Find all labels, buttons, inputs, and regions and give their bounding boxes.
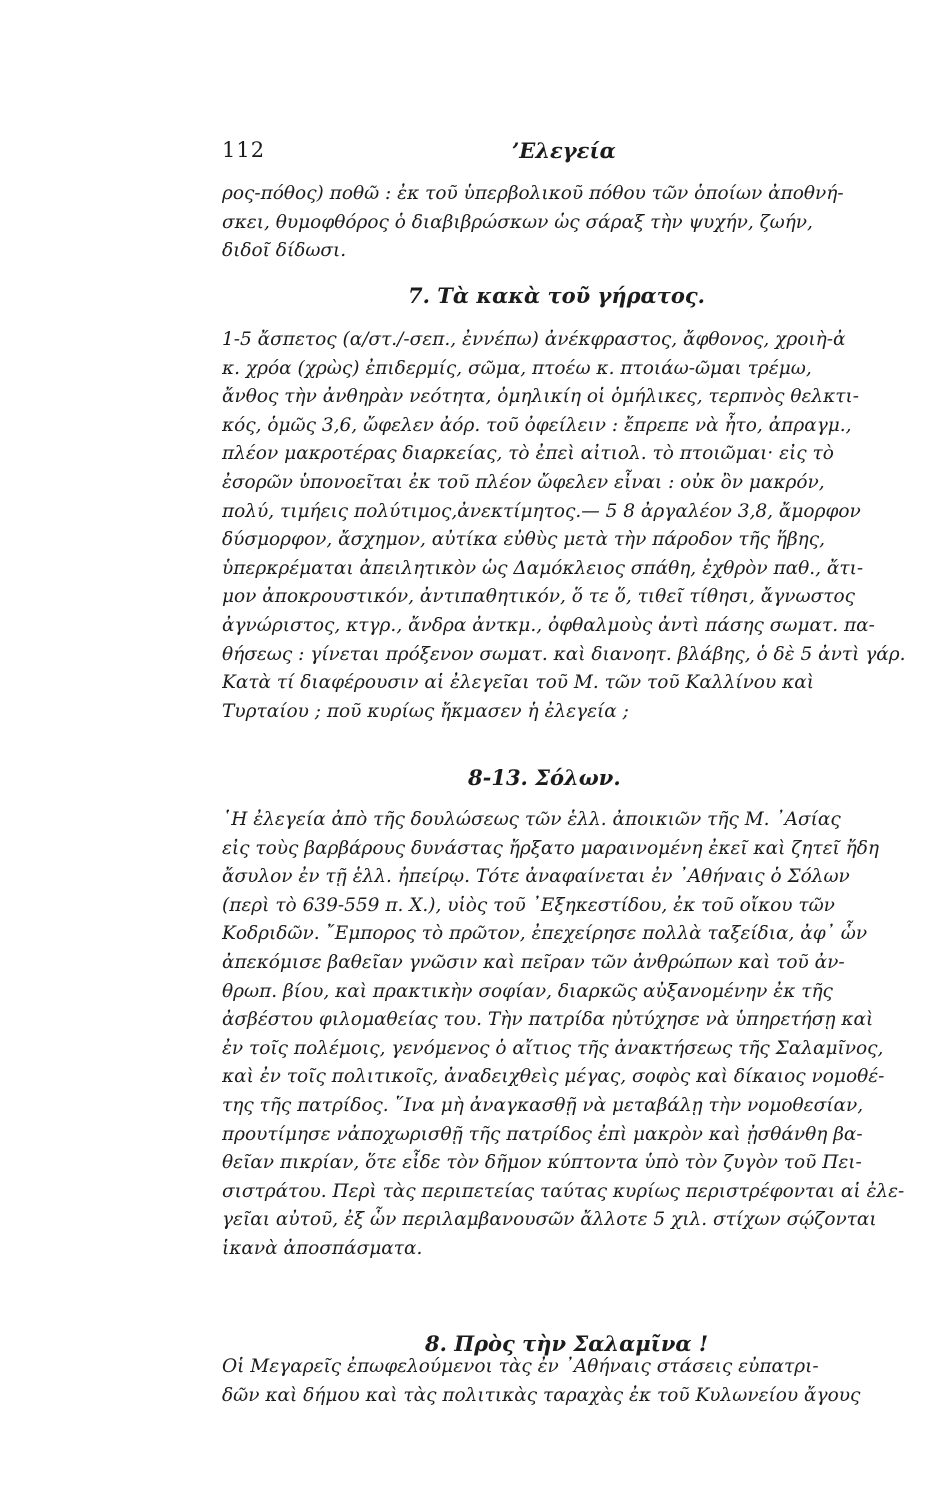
- text-line: Κοδριδῶν. ῎Εμπορος τὸ πρῶτον, ἐπεχείρησε πολλὰ ταξείδια, ἀφ᾿ ὧν: [222, 923, 868, 945]
- text-line: ἄνθος τὴν ἀνθηρὰν νεότητα, ὁμηλικίη οἱ ὁμήλικες, τερπνὸς θελκτι-: [222, 386, 860, 408]
- text-line: δύσμορφον, ἄσχημον, αὐτίκα εὐθὺς μετὰ τὴν πάροδον τῆς ἥβης,: [222, 529, 826, 551]
- section-8-intro: [222, 1353, 912, 1410]
- section-heading-solon: 8-13. Σόλων.: [468, 765, 621, 790]
- text-line: θεῖαν πικρίαν, ὅτε εἶδε τὸν δῆμον κύπτοντα ὑπὸ τὸν ζυγὸν τοῦ Πει-: [222, 1152, 862, 1174]
- section-7-commentary: [222, 326, 912, 726]
- text-line: εἰς τοὺς βαρβάρους δυνάστας ἤρξατο μαραινομένη ἐκεῖ καὶ ζητεῖ ἤδη: [222, 837, 879, 859]
- text-line: δῶν καὶ δήμου καὶ τὰς πολιτικὰς ταραχὰς ἐκ τοῦ Κυλωνείου ἄγους: [222, 1384, 861, 1406]
- text-line: ῾Η ἐλεγεία ἀπὸ τῆς δουλώσεως τῶν ἑλλ. ἀποικιῶν τῆς Μ. ᾿Ασίας: [222, 809, 841, 830]
- solon-introduction: [222, 806, 912, 1264]
- text-line: (περὶ τὸ 639-559 π. Χ.), υἱὸς τοῦ ᾿Εξηκεστίδου, ἐκ τοῦ οἴκου τῶν: [222, 894, 835, 916]
- text-line: θρωπ. βίου, καὶ πρακτικὴν σοφίαν, διαρκῶς αὐξανομένην ἐκ τῆς: [222, 980, 833, 1002]
- text-line: προυτίμησε νἀποχωρισθῇ τῆς πατρίδος ἐπὶ μακρὸν καὶ ᾐσθάνθη βα-: [222, 1123, 863, 1145]
- text-line: γεῖαι αὐτοῦ, ἐξ ὧν περιλαμβανουσῶν ἄλλοτε 5 χιλ. στίχων σῴζονται: [222, 1209, 877, 1231]
- text-line: ἄσυλον ἐν τῇ ἑλλ. ἠπείρῳ. Τότε ἀναφαίνεται ἐν ᾿Αθήναις ὁ Σόλων: [222, 866, 850, 888]
- text-line: ὑπερκρέμαται ἀπειλητικὸν ὡς Δαμόκλειος σπάθη, ἐχθρὸν παθ., ἄτι-: [222, 557, 864, 579]
- text-line: Οἱ Μεγαρεῖς ἐπωφελούμενοι τὰς ἐν ᾿Αθήναις στάσεις εὐπατρι-: [222, 1356, 819, 1377]
- text-line: της τῆς πατρίδος. ῞Ινα μὴ ἀναγκασθῇ νὰ μεταβάλῃ τὴν νομοθεσίαν,: [222, 1094, 864, 1116]
- running-head: ’Ελεγεία: [512, 138, 616, 163]
- text-line: σκει, θυμοφθόρος ὁ διαβιβρώσκων ὡς σάραξ τὴν ψυχήν, ζωήν,: [222, 211, 813, 233]
- text-line: σιστράτου. Περὶ τὰς περιπετείας ταύτας κυρίως περιστρέφονται αἱ ἐλε-: [222, 1180, 905, 1202]
- text-line: μον ἀποκρουστικόν, ἀντιπαθητικόν, ὅ τε ὅ, τιθεῖ τίθησι, ἄγνωστος: [222, 586, 855, 608]
- section-heading-7: 7. Τὰ κακὰ τοῦ γήρατος.: [408, 283, 705, 308]
- text-line: διδοῖ δίδωσι.: [222, 240, 347, 262]
- text-line: 1-5 ἄσπετος (α/στ./-σεπ., ἐννέπω) ἀνέκφραστος, ἄφθονος, χροιὴ-ἀ: [222, 329, 846, 350]
- page-header: [222, 138, 722, 174]
- page-number: 112: [222, 138, 266, 162]
- text-line: καὶ ἐν τοῖς πολιτικοῖς, ἀναδειχθεὶς μέγας, σοφὸς καὶ δίκαιος νομοθέ-: [222, 1066, 885, 1088]
- text-line: θήσεως : γίνεται πρόξενον σωματ. καὶ διανοητ. βλάβης, ὁ δὲ 5 ἀντὶ γάρ.: [222, 643, 906, 665]
- text-line: πλέον μακροτέρας διαρκείας, τὸ ἐπεὶ αἰτιολ. τὸ πτοιῶμαι· εἰς τὸ: [222, 443, 834, 465]
- text-line: Κατὰ τί διαφέρουσιν αἱ ἐλεγεῖαι τοῦ Μ. τῶν τοῦ Καλλίνου καὶ: [222, 672, 814, 694]
- text-line: ἀσβέστου φιλομαθείας του. Τὴν πατρίδα ηὐτύχησε νὰ ὑπηρετήσῃ καὶ: [222, 1009, 874, 1031]
- text-line: πολύ, τιμήεις πολύτιμος,ἀνεκτίμητος.— 5 8 ἀργαλέον 3,8, ἄμορφον: [222, 500, 861, 522]
- text-line: κός, ὁμῶς 3,6, ὤφελεν ἀόρ. τοῦ ὀφείλειν : ἔπρεπε νὰ ἦτο, ἀπραγμ.,: [222, 414, 852, 436]
- section-heading-8: 8. Πρὸς τὴν Σαλαμῖνα !: [425, 1331, 709, 1356]
- text-line: ἱκανὰ ἀποσπάσματα.: [222, 1237, 423, 1259]
- text-line: Τυρταίου ; ποῦ κυρίως ἤκμασεν ἡ ἐλεγεία ;: [222, 700, 629, 722]
- text-line: ρος-πόθος) ποθῶ : ἐκ τοῦ ὑπερβολικοῦ πόθου τῶν ὁποίων ἀποθνή-: [222, 183, 844, 204]
- text-line: κ. χρόα (χρὼς) ἐπιδερμίς, σῶμα, πτοέω κ. πτοιάω-ῶμαι τρέμω,: [222, 357, 812, 379]
- notes-continued: [222, 180, 912, 266]
- text-line: ἀγνώριστος, κτγρ., ἄνδρα ἀντκμ., ὀφθαλμοὺς ἀντὶ πάσης σωματ. πα-: [222, 614, 875, 636]
- text-line: ἐν τοῖς πολέμοις, γενόμενος ὁ αἴτιος τῆς ἀνακτήσεως τῆς Σαλαμῖνος,: [222, 1037, 884, 1059]
- text-line: ἀπεκόμισε βαθεῖαν γνῶσιν καὶ πεῖραν τῶν ἀνθρώπων καὶ τοῦ ἀν-: [222, 951, 845, 973]
- text-line: ἐσορῶν ὑπονοεῖται ἐκ τοῦ πλέον ὤφελεν εἶναι : οὐκ ὂν μακρόν,: [222, 471, 825, 493]
